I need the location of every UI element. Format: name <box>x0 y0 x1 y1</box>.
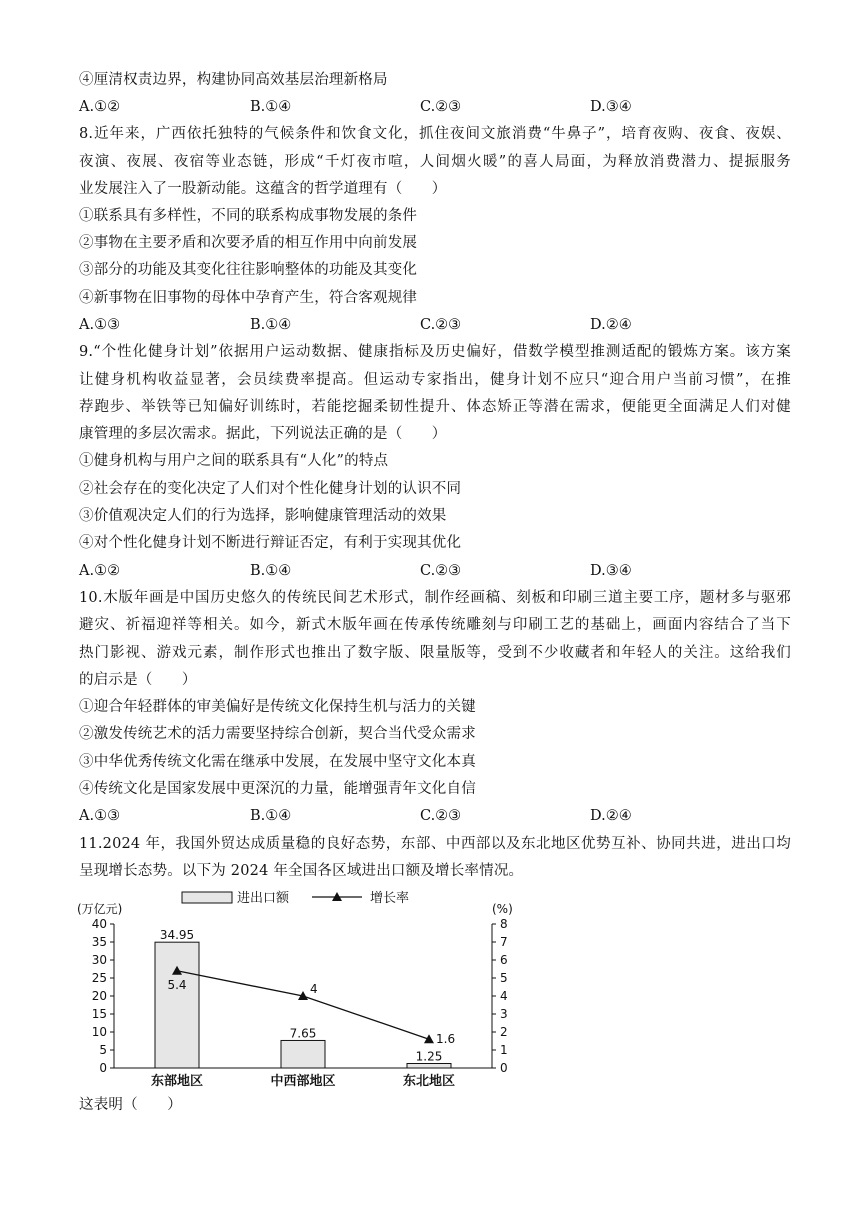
y-tick-label-left: 40 <box>91 917 107 931</box>
q10-stem-line: 热门影视、游戏元素，制作形式也推出了数字版、限量版等，受到不少收藏者和年轻人的关注。这给我们 <box>79 645 791 661</box>
y-axis-left-label: (万亿元) <box>77 902 123 916</box>
y-tick-label-left: 15 <box>91 1007 107 1021</box>
y-tick-label-right: 0 <box>500 1061 508 1075</box>
y-tick-label-left: 35 <box>91 935 107 949</box>
q9-option-d: D.③④ <box>590 563 632 579</box>
bar-1 <box>155 942 199 1068</box>
q9-item-1: ①健身机构与用户之间的联系具有“人化”的特点 <box>79 453 389 469</box>
q7-item-4: ④厘清权责边界，构建协同高效基层治理新格局 <box>79 72 388 88</box>
q8-stem-line: 业发展注入了一股新动能。这蕴含的哲学道理有（ ） <box>79 181 447 197</box>
y-tick-label-left: 30 <box>91 953 107 967</box>
q8-stem-line: 8.近年来，广西依托独特的气候条件和饮食文化，抓住夜间文旅消费“牛鼻子”，培育夜购、夜食、夜娱、 <box>79 126 791 142</box>
q9-item-3: ③价值观决定人们的行为选择，影响健康管理活动的效果 <box>79 508 447 524</box>
q8-option-b: B.①④ <box>250 317 292 333</box>
q11-stem-line: 呈现增长态势。以下为 2024 年全国各区域进出口额及增长率情况。 <box>79 863 524 879</box>
q8-item-3: ③部分的功能及其变化往往影响整体的功能及其变化 <box>79 262 418 278</box>
q10-stem-line: 的启示是（ ） <box>79 672 197 688</box>
q8-item-1: ①联系具有多样性，不同的联系构成事物发展的条件 <box>79 208 418 224</box>
y-tick-label-right: 2 <box>500 1025 508 1039</box>
y-tick-label-right: 1 <box>500 1043 508 1057</box>
y-tick-label-left: 0 <box>99 1061 107 1075</box>
q10-option-a: A.①③ <box>79 808 121 824</box>
bar-3 <box>407 1064 451 1069</box>
q7-option-b: B.①④ <box>250 99 292 115</box>
q7-option-d: D.③④ <box>590 99 632 115</box>
q7-option-c: C.②③ <box>420 99 462 115</box>
q10-option-c: C.②③ <box>420 808 462 824</box>
y-tick-label-right: 4 <box>500 989 508 1003</box>
q8-option-c: C.②③ <box>420 317 462 333</box>
q8-item-2: ②事物在主要矛盾和次要矛盾的相互作用中向前发展 <box>79 235 418 251</box>
growth-value-label: 4 <box>310 982 318 996</box>
x-category-label: 东北地区 <box>402 1074 456 1089</box>
q10-item-1: ①迎合年轻群体的审美偏好是传统文化保持生机与活力的关键 <box>79 699 476 715</box>
q10-stem-line: 避灾、祈福迎祥等相关。如今，新式木版年画在传承传统雕刻与印刷工艺的基础上，画面内容结合了当下 <box>79 617 791 633</box>
y-tick-label-left: 25 <box>91 971 107 985</box>
x-category-label: 东部地区 <box>150 1074 204 1089</box>
y-tick-label-right: 6 <box>500 953 508 967</box>
y-axis-right-label: (%) <box>492 902 513 916</box>
bar-value-label: 34.95 <box>159 928 195 943</box>
q9-option-a: A.①② <box>79 563 121 579</box>
q9-option-c: C.②③ <box>420 563 462 579</box>
q10-item-4: ④传统文化是国家发展中更深沉的力量，能增强青年文化自信 <box>79 781 476 797</box>
bar-value-label: 7.65 <box>289 1026 317 1041</box>
q8-item-4: ④新事物在旧事物的母体中孕育产生，符合客观规律 <box>79 290 418 306</box>
trade-chart-svg <box>72 886 522 1096</box>
q10-stem-line: 10.木版年画是中国历史悠久的传统民间艺术形式，制作经画稿、刻板和印刷三道主要工序，题材多与驱邪 <box>79 590 791 606</box>
legend-bar-label: 进出口额 <box>237 891 290 906</box>
q10-option-b: B.①④ <box>250 808 292 824</box>
q8-stem-line: 夜演、夜展、夜宿等业态链，形成“千灯夜市喧，人间烟火暖”的喜人局面，为释放消费潜力、提振服务 <box>79 154 791 170</box>
q7-option-a: A.①② <box>79 99 121 115</box>
x-category-label: 中西部地区 <box>270 1074 336 1089</box>
q9-stem-line: 让健身机构收益显著，会员续费率提高。但运动专家指出，健身计划不应只“迎合用户当前习惯”，在推 <box>79 372 791 388</box>
trade-chart <box>72 886 522 1096</box>
y-tick-label-left: 10 <box>91 1025 107 1039</box>
growth-value-label: 1.6 <box>436 1032 456 1047</box>
y-tick-label-left: 20 <box>91 989 107 1003</box>
q9-stem-line: 荐跑步、举铁等已知偏好训练时，若能挖掘柔韧性提升、体态矫正等潜在需求，便能更全面满足人们对健 <box>79 399 791 415</box>
y-tick-label-right: 7 <box>500 935 508 949</box>
legend-bar-swatch <box>182 892 232 903</box>
q9-item-2: ②社会存在的变化决定了人们对个性化健身计划的认识不同 <box>79 481 462 497</box>
q9-stem-line: 康管理的多层次需求。据此，下列说法正确的是（ ） <box>79 426 447 442</box>
legend-line-label: 增长率 <box>370 891 410 906</box>
q8-option-a: A.①③ <box>79 317 121 333</box>
y-tick-label-left: 5 <box>99 1043 107 1057</box>
chart-legend <box>182 890 409 906</box>
q9-item-4: ④对个性化健身计划不断进行辩证否定，有利于实现其优化 <box>79 535 462 551</box>
q9-stem-line: 9.“个性化健身计划”依据用户运动数据、健康指标及历史偏好，借数学模型推测适配的锻炼方案。该方案 <box>79 344 791 360</box>
growth-value-label: 5.4 <box>167 977 187 992</box>
y-tick-label-right: 3 <box>500 1007 508 1021</box>
q11-after-chart: 这表明（ ） <box>79 1097 182 1113</box>
q10-option-d: D.②④ <box>590 808 632 824</box>
bar-value-label: 1.25 <box>415 1049 443 1064</box>
q10-item-3: ③中华优秀传统文化需在继承中发展，在发展中坚守文化本真 <box>79 754 476 770</box>
y-tick-label-right: 8 <box>500 917 508 931</box>
q10-item-2: ②激发传统艺术的活力需要坚持综合创新，契合当代受众需求 <box>79 726 476 742</box>
q8-option-d: D.②④ <box>590 317 632 333</box>
q9-option-b: B.①④ <box>250 563 292 579</box>
bar-2 <box>281 1040 325 1068</box>
q11-stem-line: 11.2024 年，我国外贸达成质量稳的良好态势，东部、中西部以及东北地区优势互补、协同共进，进出口均 <box>79 836 791 852</box>
growth-point-marker <box>424 1034 434 1043</box>
y-tick-label-right: 5 <box>500 971 508 985</box>
